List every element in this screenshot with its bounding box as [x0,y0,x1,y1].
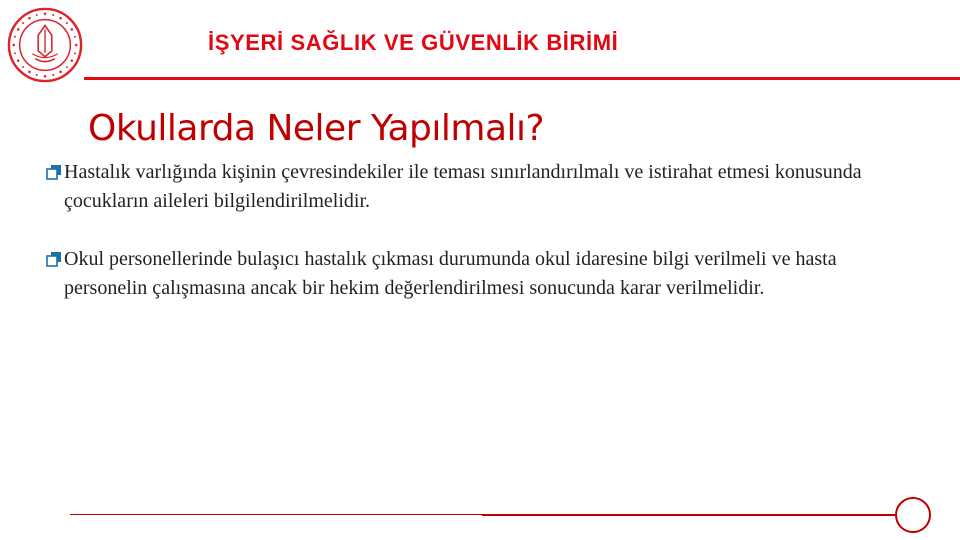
slide-title: Okullarda Neler Yapılmalı? [88,108,545,149]
list-item [46,245,906,303]
footer-circle-ornament [895,497,931,533]
list-item [46,158,906,216]
header-title: İŞYERİ SAĞLIK VE GÜVENLİK BİRİMİ [208,30,619,55]
header-divider [84,77,960,80]
bullet-text: Okul personellerinde bulaşıcı hastalık çıkması durumunda okul idaresine bilgi verilmeli ve hasta personelin çalışmasına ancak bir hekim değerlendirilmesi sonucunda karar verilmelidir. [64,248,837,299]
footer-line [482,514,895,516]
checkbox-bullet-icon [46,251,61,267]
footer-line [70,514,482,515]
ministry-emblem-icon [6,6,84,84]
bullet-text: Hastalık varlığında kişinin çevresindekiler ile teması sınırlandırılmalı ve istirahat etmesi konusunda çocukların aileleri bilgilendirilmelidir. [64,161,862,212]
bullet-list [46,158,906,332]
checkbox-bullet-icon [46,164,61,180]
